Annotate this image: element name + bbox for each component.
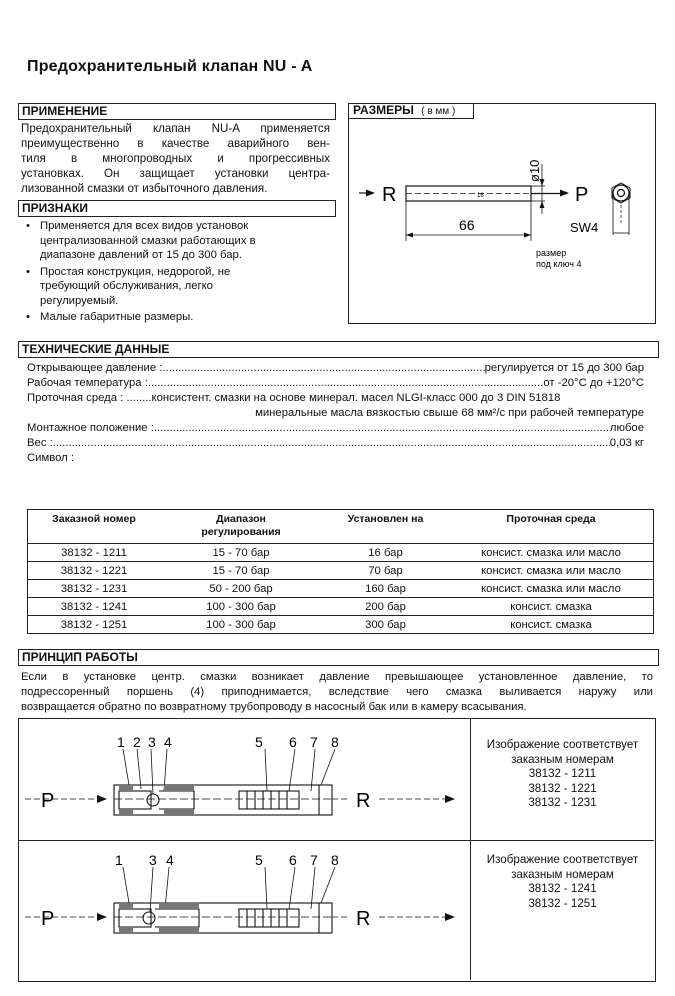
- wrench-note-line: размер: [536, 248, 567, 258]
- table-row: 38132 - 1221 15 - 70 бар 70 бар консист. смазка или масло: [28, 562, 654, 580]
- end-view-circle: [613, 185, 629, 201]
- application-line: преимущественно в качестве аварийного вен-: [21, 137, 330, 150]
- part-label: 1: [115, 852, 123, 868]
- valve-section-drawing-1: [19, 719, 469, 839]
- page-title: Предохранительный клапан NU - A: [27, 58, 313, 75]
- dimensions-heading: РАЗМЕРЫ ( в мм ): [348, 103, 474, 119]
- part-label: 4: [164, 734, 172, 750]
- application-line: Предохранительный клапан NU-A применяется: [21, 122, 330, 135]
- application-line: установках. Он защищает установки центра-: [21, 167, 330, 180]
- tech-heading: ТЕХНИЧЕСКИЕ ДАННЫЕ: [18, 341, 659, 358]
- table-row: 38132 - 1241 100 - 300 бар 200 бар консист. смазка: [28, 598, 654, 616]
- p-port-label: P: [41, 908, 55, 930]
- column-header: Установлен на: [322, 510, 449, 544]
- principle-heading: ПРИНЦИП РАБОТЫ: [18, 649, 659, 666]
- figure-2-caption: Изображение соответствует заказным номерам 38132 - 1241 38132 - 1251: [486, 853, 639, 910]
- wrench-size-label: SW4: [570, 220, 599, 235]
- feature-item: • Малые габаритные размеры.: [21, 310, 331, 325]
- part-label: 8: [331, 734, 339, 750]
- features-heading: ПРИЗНАКИ: [18, 200, 336, 217]
- principle-line: Если в установке центр. смазки возникает давление превышающее установленное давление, то: [21, 671, 653, 683]
- spec-row: Символ :: [27, 452, 75, 464]
- diameter-label: ø10: [527, 159, 542, 182]
- principle-text: [21, 670, 653, 715]
- features-list: [21, 219, 331, 327]
- r-port-label: R: [356, 908, 371, 930]
- part-label: 5: [255, 852, 263, 868]
- column-header: Заказной номер: [28, 510, 161, 544]
- part-label: 7: [310, 734, 318, 750]
- principle-line: подрессоренный поршень (4) приподнимается, вследствие чего смазка выливается наружу или: [21, 686, 653, 698]
- part-label: 8: [331, 852, 339, 868]
- application-heading: ПРИМЕНЕНИЕ: [18, 103, 336, 120]
- inner-dim-label: 16: [477, 193, 484, 199]
- part-label: 1: [117, 734, 125, 750]
- principle-line: возвращается обратно по возвратному трубопроводу в насосный бак или в камеру всасывания.: [21, 701, 527, 713]
- spec-row: Проточная среда : ........консистент. смазки на основе минерал. масел NLGI-класс 000 до 3 DIN 51818: [27, 392, 561, 404]
- orders-table: [27, 509, 654, 634]
- part-label: 6: [289, 734, 297, 750]
- part-label: 4: [166, 852, 174, 868]
- column-header: Диапазон регулирования: [160, 510, 322, 544]
- feature-item: • Простая конструкция, недорогой, не требующий обслуживания, легко регулируемый.: [21, 265, 331, 309]
- valve-section-drawing-2: [19, 841, 469, 979]
- column-header: Проточная среда: [449, 510, 654, 544]
- length-dim-label: 66: [459, 217, 475, 233]
- spec-row: Рабочая температура : ..... от -20°С до +120°С: [27, 376, 644, 391]
- part-label: 5: [255, 734, 263, 750]
- table-header-row: [28, 510, 654, 544]
- p-port-label: P: [575, 184, 589, 206]
- dimension-drawing: [349, 119, 653, 319]
- figure-1-caption: Изображение соответствует заказным номерам 38132 - 1211 38132 - 1221 38132 - 1231: [486, 738, 639, 809]
- feature-item: • Применяется для всех видов установок централизованной смазки работающих в диапазоне давлений от 15 до 300 бар.: [21, 219, 331, 263]
- spec-row: Открывающее давление : ..... регулируется от 15 до 300 бар: [27, 361, 644, 376]
- table-row: 38132 - 1231 50 - 200 бар 160 бар консист. смазка или масло: [28, 580, 654, 598]
- application-line: тиля в многопроводных и прогрессивных: [21, 152, 330, 165]
- part-label: 6: [289, 852, 297, 868]
- spec-row: минеральные масла вязкостью свыше 68 мм²/с при рабочей температуре: [255, 407, 644, 419]
- application-line: лизованной смазки от избыточного давления.: [21, 182, 268, 195]
- wrench-note-line: под ключ 4: [536, 259, 582, 269]
- table-row: 38132 - 1251 100 - 300 бар 300 бар консист. смазка: [28, 616, 654, 634]
- application-text: [21, 121, 330, 196]
- part-label: 3: [149, 852, 157, 868]
- table-row: 38132 - 1211 15 - 70 бар 16 бар консист. смазка или масло: [28, 544, 654, 562]
- part-label: 7: [310, 852, 318, 868]
- part-label: 2: [133, 734, 141, 750]
- part-label: 3: [148, 734, 156, 750]
- spec-row: Вес : ..... 0,03 кг: [27, 436, 644, 451]
- r-port-label: R: [382, 184, 397, 206]
- r-port-label: R: [356, 790, 371, 812]
- p-port-label: P: [41, 790, 55, 812]
- spec-row: Монтажное положение : ..... любое: [27, 421, 644, 436]
